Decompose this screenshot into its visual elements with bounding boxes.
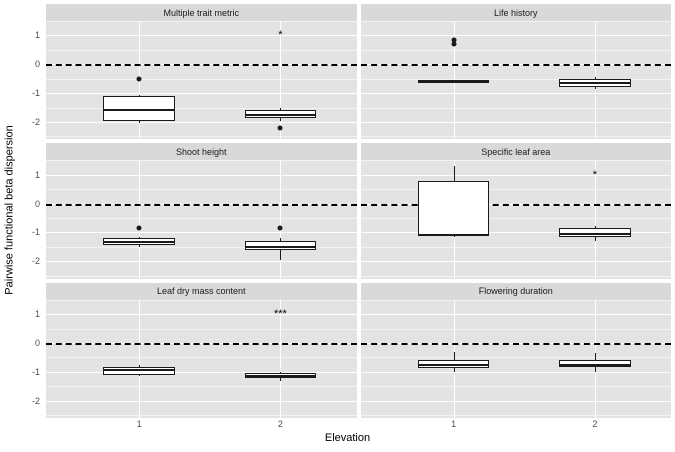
gridline-minor (46, 79, 357, 80)
boxplot-median (559, 364, 630, 366)
gridline-major (361, 93, 672, 94)
whisker-lower (595, 367, 596, 371)
y-tick-label: -2 (31, 117, 40, 128)
x-tick-label: 2 (277, 419, 283, 429)
zero-reference-line (46, 204, 357, 206)
gridline-minor (361, 21, 672, 22)
whisker-lower (139, 375, 140, 376)
gridline-minor (361, 50, 672, 51)
gridline-vertical (280, 160, 281, 278)
gridline-major (361, 314, 672, 315)
y-axis-title (0, 0, 20, 420)
panel (361, 4, 672, 139)
panel-plot-area (46, 160, 357, 278)
y-tick-label: -2 (31, 256, 40, 267)
whisker-lower (595, 87, 596, 89)
panel-plot-area (46, 300, 357, 418)
outlier-point (137, 226, 142, 231)
gridline-minor (46, 276, 357, 277)
whisker-lower (280, 378, 281, 381)
gridline-minor (361, 189, 672, 190)
whisker-lower (595, 237, 596, 241)
panel-strip-label: Flowering duration (361, 283, 672, 300)
gridline-minor (361, 300, 672, 301)
panel-strip-label: Multiple trait metric (46, 4, 357, 21)
gridline-minor (46, 415, 357, 416)
outlier-point (137, 76, 142, 81)
gridline-minor (46, 329, 357, 330)
outlier-point (451, 37, 456, 42)
gridline-minor (46, 300, 357, 301)
zero-reference-line (361, 343, 672, 345)
gridline-major (361, 35, 672, 36)
y-tick-label: -1 (31, 227, 40, 238)
whisker-upper (454, 352, 455, 361)
gridline-minor (361, 108, 672, 109)
panel-grid (46, 4, 671, 418)
gridline-minor (361, 160, 672, 161)
whisker-upper (595, 353, 596, 360)
zero-reference-line (46, 343, 357, 345)
gridline-vertical (139, 160, 140, 278)
x-axis-ticks (46, 419, 671, 433)
gridline-major (361, 401, 672, 402)
panel-plot-area (46, 21, 357, 139)
gridline-major (361, 372, 672, 373)
boxplot-median (418, 234, 489, 236)
panel-strip-label: Specific leaf area (361, 143, 672, 160)
gridline-minor (46, 357, 357, 358)
gridline-minor (361, 357, 672, 358)
gridline-major (46, 232, 357, 233)
y-tick-label: 0 (34, 337, 40, 348)
gridline-major (361, 122, 672, 123)
gridline-minor (46, 189, 357, 190)
gridline-minor (46, 218, 357, 219)
x-tick-label: 1 (451, 419, 457, 429)
boxplot-median (559, 82, 630, 84)
significance-marker: *** (274, 308, 287, 321)
gridline-major (361, 175, 672, 176)
y-tick-label: 1 (34, 30, 40, 41)
gridline-major (46, 401, 357, 402)
significance-marker: * (592, 168, 598, 181)
panel-plot-area (361, 160, 672, 278)
gridline-minor (361, 415, 672, 416)
gridline-minor (361, 247, 672, 248)
gridline-major (361, 261, 672, 262)
x-tick-label: 1 (136, 419, 142, 429)
outlier-point (278, 226, 283, 231)
boxplot-median (418, 364, 489, 366)
boxplot-box (418, 181, 489, 235)
whisker-lower (139, 121, 140, 124)
x-axis-title: Elevation (324, 432, 371, 444)
gridline-minor (361, 329, 672, 330)
panel (46, 4, 357, 139)
zero-reference-line (46, 64, 357, 66)
boxplot-median (245, 375, 316, 377)
zero-reference-line (361, 64, 672, 66)
y-tick-label: -1 (31, 366, 40, 377)
gridline-minor (46, 21, 357, 22)
y-tick-label: -1 (31, 88, 40, 99)
panel (361, 283, 672, 418)
gridline-minor (46, 160, 357, 161)
whisker-upper (454, 166, 455, 181)
panel-strip-label: Shoot height (46, 143, 357, 160)
whisker-lower (454, 368, 455, 371)
boxplot-median (245, 114, 316, 116)
y-tick-label: 0 (34, 59, 40, 70)
panel (46, 143, 357, 278)
gridline-major (46, 314, 357, 315)
gridline-minor (361, 276, 672, 277)
boxplot-median (103, 109, 174, 111)
gridline-major (46, 122, 357, 123)
boxplot-median (245, 246, 316, 248)
gridline-major (46, 35, 357, 36)
y-tick-label: 1 (34, 169, 40, 180)
gridline-minor (361, 386, 672, 387)
significance-marker: * (278, 29, 283, 42)
gridline-major (46, 261, 357, 262)
x-tick-label: 2 (592, 419, 598, 429)
gridline-vertical (139, 300, 140, 418)
y-axis-title-text: Pairwise functional beta dispersion (4, 125, 16, 295)
whisker-lower (280, 118, 281, 121)
y-tick-label: 0 (34, 198, 40, 209)
panel (46, 283, 357, 418)
zero-reference-line (361, 204, 672, 206)
gridline-minor (46, 108, 357, 109)
boxplot-median (418, 81, 489, 83)
boxplot-median (559, 233, 630, 235)
y-tick-label: 1 (34, 309, 40, 320)
panel-plot-area (361, 300, 672, 418)
panel-plot-area (361, 21, 672, 139)
gridline-minor (46, 386, 357, 387)
panel-strip-label: Life history (361, 4, 672, 21)
gridline-minor (46, 50, 357, 51)
gridline-major (46, 93, 357, 94)
boxplot-median (103, 369, 174, 371)
y-tick-label: -2 (31, 395, 40, 406)
panel (361, 143, 672, 278)
gridline-minor (361, 218, 672, 219)
panel-strip-label: Leaf dry mass content (46, 283, 357, 300)
gridline-major (46, 175, 357, 176)
gridline-minor (46, 136, 357, 137)
boxplot-box (245, 241, 316, 250)
boxplot-median (103, 241, 174, 243)
whisker-lower (139, 245, 140, 247)
whisker-lower (280, 250, 281, 260)
y-axis-ticks (18, 0, 44, 420)
outlier-point (278, 125, 283, 130)
gridline-minor (361, 136, 672, 137)
